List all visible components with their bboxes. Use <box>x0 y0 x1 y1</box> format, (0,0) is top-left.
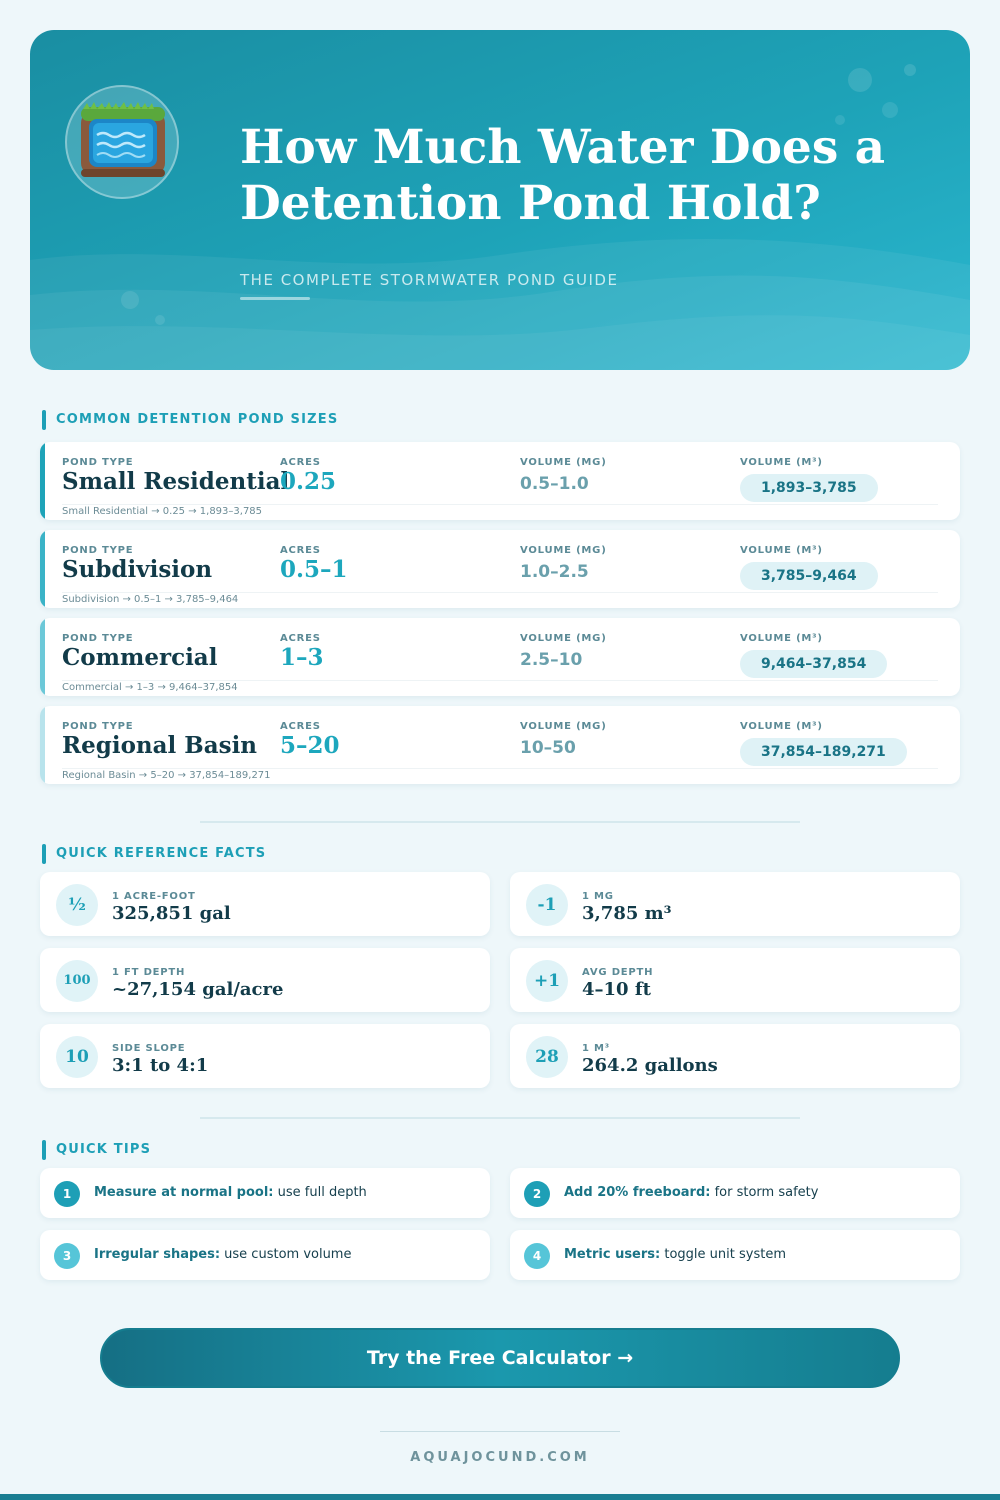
tip-card <box>510 1168 960 1218</box>
row-summary: Regional Basin → 5–20 → 37,854–189,271 <box>62 770 271 781</box>
pond-volume-m3-badge: 9,464–37,854 <box>740 650 887 678</box>
section-title-tips: QUICK TIPS <box>42 1141 151 1159</box>
tip-detail: for storm safety <box>710 1185 819 1200</box>
tip-number: 1 <box>54 1181 80 1207</box>
pond-acres: 1–3 <box>280 644 324 671</box>
tip-card <box>40 1168 490 1218</box>
tip-title: Add 20% freeboard: <box>564 1185 711 1200</box>
pond-icon <box>77 99 169 187</box>
fact-value: 325,851 gal <box>112 903 231 924</box>
tip-text <box>564 1247 786 1262</box>
row-accent <box>40 618 45 696</box>
tip-title: Measure at normal pool: <box>94 1185 274 1200</box>
fact-label: 1 ACRE-FOOT <box>112 891 196 902</box>
fact-label: 1 MG <box>582 891 614 902</box>
pond-volume-mg: 2.5–10 <box>520 650 583 670</box>
tip-detail: use full depth <box>273 1185 367 1200</box>
pond-acres: 0.5–1 <box>280 556 348 583</box>
label-volume-mg: VOLUME (MG) <box>520 457 607 468</box>
pond-type-name: Regional Basin <box>62 732 258 759</box>
pond-volume-mg: 0.5–1.0 <box>520 474 589 494</box>
label-volume-mg: VOLUME (MG) <box>520 721 607 732</box>
tip-number: 3 <box>54 1243 80 1269</box>
row-rule <box>62 504 938 505</box>
tip-card <box>510 1230 960 1280</box>
pond-volume-m3-badge: 1,893–3,785 <box>740 474 878 502</box>
pond-size-row <box>40 530 960 608</box>
fact-card <box>510 1024 960 1088</box>
label-volume-m3: VOLUME (M³) <box>740 721 823 732</box>
bottom-bar <box>0 1494 1000 1500</box>
fact-value: 3,785 m³ <box>582 903 672 924</box>
pond-type-name: Subdivision <box>62 556 213 583</box>
pond-volume-m3-badge: 37,854–189,271 <box>740 738 907 766</box>
tip-number: 2 <box>524 1181 550 1207</box>
hero-banner <box>30 30 970 370</box>
label-pond-type: POND TYPE <box>62 545 134 556</box>
row-accent <box>40 442 45 520</box>
label-acres: ACRES <box>280 633 321 644</box>
try-calculator-button[interactable]: Try the Free Calculator → <box>100 1328 900 1388</box>
label-volume-m3: VOLUME (M³) <box>740 457 823 468</box>
row-accent <box>40 530 45 608</box>
footer-domain[interactable]: AQUAJOCUND.COM <box>410 1450 590 1465</box>
section-divider <box>200 821 800 823</box>
row-rule <box>62 680 938 681</box>
pond-volume-m3-badge: 3,785–9,464 <box>740 562 878 590</box>
fact-badge: -1 <box>526 884 568 926</box>
section-title-facts: QUICK REFERENCE FACTS <box>42 845 266 863</box>
section-title-sizes: COMMON DETENTION POND SIZES <box>42 411 338 429</box>
row-summary: Small Residential → 0.25 → 1,893–3,785 <box>62 506 263 517</box>
fact-card <box>40 872 490 936</box>
tip-title: Metric users: <box>564 1247 661 1262</box>
fact-label: 1 M³ <box>582 1043 610 1054</box>
tip-detail: use custom volume <box>220 1247 352 1262</box>
row-rule <box>62 768 938 769</box>
fact-badge: 10 <box>56 1036 98 1078</box>
label-pond-type: POND TYPE <box>62 633 134 644</box>
label-acres: ACRES <box>280 545 321 556</box>
fact-value: 4–10 ft <box>582 979 651 1000</box>
fact-value: 3:1 to 4:1 <box>112 1055 209 1076</box>
label-pond-type: POND TYPE <box>62 457 134 468</box>
fact-badge: 28 <box>526 1036 568 1078</box>
tip-text <box>94 1185 367 1200</box>
footer-divider <box>380 1431 620 1432</box>
fact-badge: +1 <box>526 960 568 1002</box>
fact-card <box>510 872 960 936</box>
fact-card <box>510 948 960 1012</box>
label-volume-mg: VOLUME (MG) <box>520 545 607 556</box>
page-subtitle: THE COMPLETE STORMWATER POND GUIDE <box>240 271 619 289</box>
pond-type-name: Small Residential <box>62 468 290 495</box>
tip-text <box>94 1247 351 1262</box>
pond-volume-mg: 1.0–2.5 <box>520 562 589 582</box>
pond-volume-mg: 10–50 <box>520 738 576 758</box>
fact-badge: 100 <box>56 960 98 1002</box>
pond-acres: 0.25 <box>280 468 337 495</box>
fact-card <box>40 1024 490 1088</box>
pond-type-name: Commercial <box>62 644 218 671</box>
tip-detail: toggle unit system <box>660 1247 786 1262</box>
label-acres: ACRES <box>280 721 321 732</box>
page-title: How Much Water Does a Detention Pond Hold? <box>240 120 886 231</box>
row-summary: Commercial → 1–3 → 9,464–37,854 <box>62 682 238 693</box>
fact-value: 264.2 gallons <box>582 1055 718 1076</box>
label-acres: ACRES <box>280 457 321 468</box>
subtitle-underline <box>240 297 310 300</box>
pond-size-row <box>40 618 960 696</box>
tip-card <box>40 1230 490 1280</box>
label-volume-mg: VOLUME (MG) <box>520 633 607 644</box>
tip-title: Irregular shapes: <box>94 1247 221 1262</box>
fact-badge: ½ <box>56 884 98 926</box>
label-volume-m3: VOLUME (M³) <box>740 633 823 644</box>
fact-card <box>40 948 490 1012</box>
tip-number: 4 <box>524 1243 550 1269</box>
row-accent <box>40 706 45 784</box>
tip-text <box>564 1185 818 1200</box>
row-rule <box>62 592 938 593</box>
pond-badge <box>65 85 179 199</box>
pond-size-row <box>40 706 960 784</box>
fact-label: 1 FT DEPTH <box>112 967 186 978</box>
row-summary: Subdivision → 0.5–1 → 3,785–9,464 <box>62 594 239 605</box>
fact-label: SIDE SLOPE <box>112 1043 186 1054</box>
label-volume-m3: VOLUME (M³) <box>740 545 823 556</box>
fact-label: AVG DEPTH <box>582 967 654 978</box>
section-divider <box>200 1117 800 1119</box>
pond-acres: 5–20 <box>280 732 340 759</box>
label-pond-type: POND TYPE <box>62 721 134 732</box>
pond-size-row <box>40 442 960 520</box>
fact-value: ~27,154 gal/acre <box>112 979 284 1000</box>
